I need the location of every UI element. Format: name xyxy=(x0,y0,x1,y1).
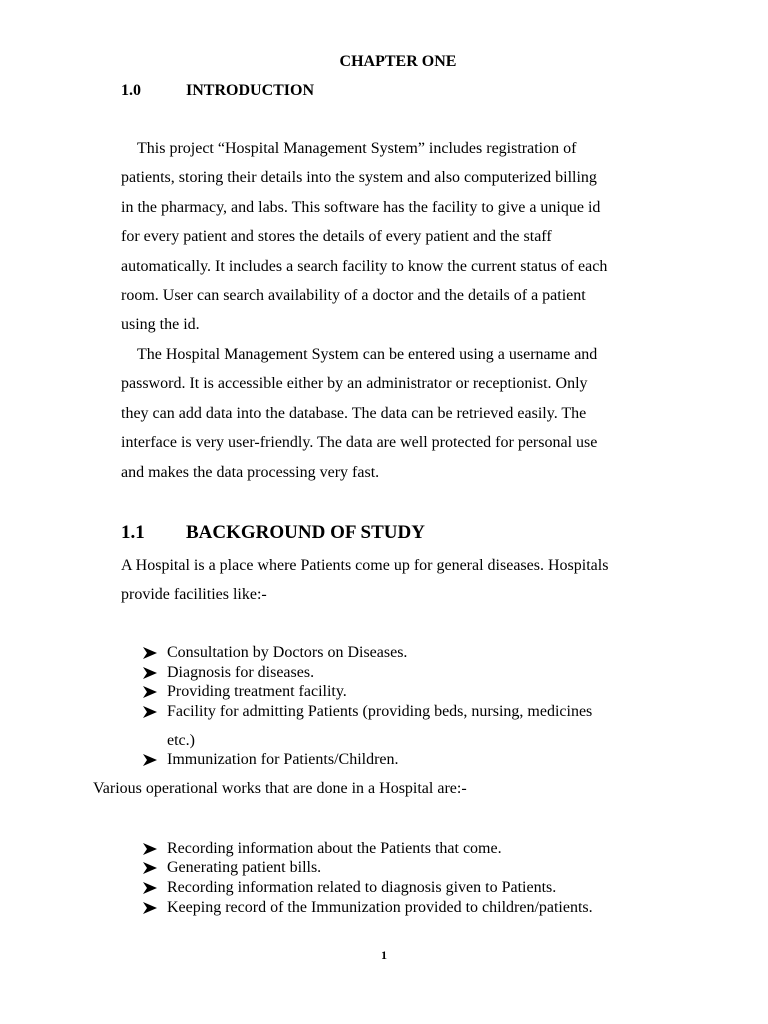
list-item-text: Generating patient bills. xyxy=(167,859,322,876)
text-line: password. It is accessible either by an administrator or receptionist. Only xyxy=(121,375,588,393)
arrow-bullet-icon xyxy=(143,686,157,698)
operations-intro: Various operational works that are done in a Hospital are:- xyxy=(93,780,467,797)
arrow-bullet-icon xyxy=(143,862,157,874)
list-item-text: Keeping record of the Immunization provided to children/patients. xyxy=(167,899,593,916)
list-item-continuation: etc.) xyxy=(167,732,195,749)
text-line: provide facilities like:- xyxy=(121,586,267,604)
paragraph-background xyxy=(121,551,681,610)
arrow-bullet-icon xyxy=(143,706,157,718)
list-item-text: Providing treatment facility. xyxy=(167,683,347,700)
section-title: BACKGROUND OF STUDY xyxy=(186,522,425,543)
section-heading-introduction xyxy=(121,82,315,100)
list-item-text: Facility for admitting Patients (providing beds, nursing, medicines xyxy=(167,703,593,720)
section-number: 1.1 xyxy=(121,522,145,543)
text-line: A Hospital is a place where Patients come up for general diseases. Hospitals xyxy=(121,557,609,574)
text-line: The Hospital Management System can be entered using a username and xyxy=(121,346,598,363)
paragraph-introduction xyxy=(121,134,681,340)
section-title: INTRODUCTION xyxy=(186,82,315,99)
arrow-bullet-icon xyxy=(143,882,157,894)
arrow-bullet-icon xyxy=(143,902,157,914)
text-line: room. User can search availability of a doctor and the details of a patient xyxy=(121,286,586,304)
arrow-bullet-icon xyxy=(143,647,157,659)
text-line: and makes the data processing very fast. xyxy=(121,463,380,481)
text-line: they can add data into the database. The data can be retrieved easily. The xyxy=(121,404,587,422)
arrow-bullet-icon xyxy=(143,754,157,766)
list-item-text: Recording information related to diagnosis given to Patients. xyxy=(167,879,557,896)
text-line: for every patient and stores the details of every patient and the staff xyxy=(121,228,552,246)
text-line: in the pharmacy, and labs. This software has the facility to give a unique id xyxy=(121,198,601,216)
text-line: This project “Hospital Management System” includes registration of xyxy=(121,140,577,157)
text-line: automatically. It includes a search facility to know the current status of each xyxy=(121,257,608,275)
section-number: 1.0 xyxy=(121,82,141,99)
text-line: interface is very user-friendly. The data are well protected for personal use xyxy=(121,434,598,452)
paragraph-login xyxy=(121,340,681,487)
arrow-bullet-icon xyxy=(143,667,157,679)
page-number: 1 xyxy=(381,948,387,962)
section-heading-background xyxy=(121,522,425,544)
text-line: patients, storing their details into the system and also computerized billing xyxy=(121,169,597,187)
list-item-text: Recording information about the Patients that come. xyxy=(167,840,502,857)
chapter-title: CHAPTER ONE xyxy=(339,53,457,70)
text-line: using the id. xyxy=(121,316,200,334)
list-item-text: Diagnosis for diseases. xyxy=(167,664,315,681)
list-item-text: Consultation by Doctors on Diseases. xyxy=(167,644,408,661)
arrow-bullet-icon xyxy=(143,843,157,855)
list-item-text: Immunization for Patients/Children. xyxy=(167,751,399,768)
